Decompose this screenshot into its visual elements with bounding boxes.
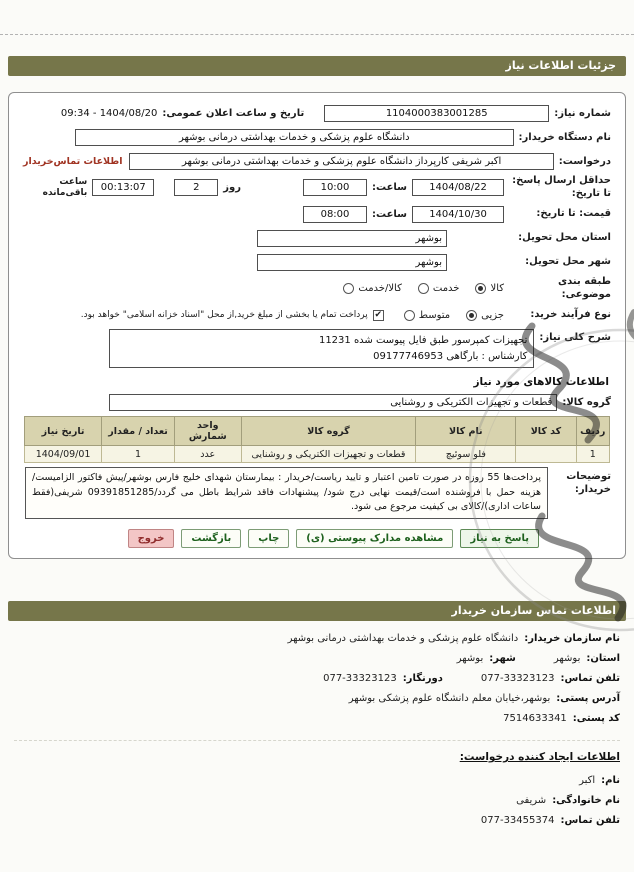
need-number-label: شماره نیاز: bbox=[554, 107, 611, 119]
price-validity-date-value: 1404/10/30 bbox=[429, 208, 487, 220]
contact-city-label: شهر: bbox=[489, 653, 516, 665]
need-number-row bbox=[23, 103, 611, 123]
contact-phone-value: 077-33323123 bbox=[480, 673, 555, 685]
remaining-time-input[interactable] bbox=[92, 179, 154, 196]
section-bar-buyer-contact bbox=[8, 601, 626, 621]
need-number-value: 1104000383001285 bbox=[385, 107, 488, 119]
price-hour-label: ساعت: bbox=[371, 208, 407, 220]
creator-last-name-value: شریفی bbox=[516, 795, 547, 807]
requester-label: درخواست: bbox=[558, 155, 611, 167]
delivery-province-value: بوشهر bbox=[415, 232, 442, 244]
category-option-label: خدمت bbox=[432, 283, 460, 294]
contact-fax-label: دورنگار: bbox=[402, 673, 443, 685]
announce-datetime-label: تاریخ و ساعت اعلان عمومی: bbox=[162, 107, 305, 119]
creator-section-title: اطلاعات ایجاد کننده درخواست: bbox=[14, 740, 620, 763]
section-bar-need-details-title: جزئیات اطلاعات نیاز bbox=[505, 59, 616, 72]
goods-table-header-cell: تعداد / مقدار bbox=[102, 417, 175, 446]
contact-city-value: بوشهر bbox=[456, 653, 484, 665]
reply-to-need-button[interactable]: پاسخ به نیاز bbox=[460, 529, 539, 548]
radio-button-icon[interactable] bbox=[418, 283, 429, 294]
contact-address-label: آدرس پستی: bbox=[556, 693, 620, 705]
radio-button-icon[interactable] bbox=[475, 283, 486, 294]
goods-table bbox=[24, 416, 610, 463]
contact-org-label: نام سازمان خریدار: bbox=[524, 633, 620, 645]
price-validity-date-input[interactable] bbox=[412, 206, 504, 223]
price-validity-label: قیمت: تا تاریخ: bbox=[536, 207, 611, 219]
remaining-time-value: 00:13:07 bbox=[100, 182, 146, 193]
category-option[interactable] bbox=[475, 283, 504, 294]
print-button[interactable]: چاپ bbox=[248, 529, 289, 548]
reply-deadline-label: حداقل ارسال پاسخ: تا تاریخ: bbox=[512, 175, 611, 199]
goods-table-body bbox=[25, 446, 610, 463]
contact-province-label: استان: bbox=[586, 653, 620, 665]
goods-table-header-cell: تاریخ نیاز bbox=[25, 417, 102, 446]
contact-phone-fax-row bbox=[14, 673, 620, 684]
requester-row bbox=[23, 151, 611, 171]
contact-province-value: بوشهر bbox=[553, 653, 581, 665]
radio-button-icon[interactable] bbox=[466, 310, 477, 321]
goods-table-cell: عدد bbox=[174, 446, 241, 463]
goods-table-header-cell: گروه کالا bbox=[241, 417, 416, 446]
goods-table-cell bbox=[516, 446, 576, 463]
buyer-org-value: دانشگاه علوم پزشکی و خدمات بهداشتی درمانی بوشهر bbox=[178, 131, 410, 143]
remaining-time-label: ساعت باقی‌مانده bbox=[42, 176, 88, 198]
category-row bbox=[23, 276, 611, 301]
goods-table-cell: 1404/09/01 bbox=[25, 446, 102, 463]
exit-button[interactable]: خروج bbox=[128, 529, 175, 548]
contact-address-value: بوشهر،خیابان معلم دانشگاه علوم پزشکی بوشهر bbox=[348, 693, 551, 705]
delivery-city-value: بوشهر bbox=[415, 256, 442, 268]
need-description-line: تجهیزات کمپرسور طبق فایل پیوست شده 11231 bbox=[318, 335, 528, 346]
delivery-city-input[interactable] bbox=[257, 254, 447, 271]
contact-province-city-row bbox=[14, 653, 620, 664]
goods-section-title: اطلاعات کالاهای مورد نیاز bbox=[473, 376, 609, 388]
need-details-panel bbox=[8, 92, 626, 559]
process-type-label: نوع فرآیند خرید: bbox=[530, 308, 611, 320]
reply-deadline-time-value: 10:00 bbox=[320, 182, 350, 193]
days-input[interactable] bbox=[174, 179, 218, 196]
creator-first-name-value: اکبر bbox=[579, 775, 596, 787]
days-value: 2 bbox=[193, 182, 200, 193]
buyer-contact-link[interactable]: اطلاعات تماس‌خریدار bbox=[23, 155, 123, 167]
reply-hour-label: ساعت: bbox=[371, 182, 407, 193]
creator-first-name-label: نام: bbox=[601, 775, 620, 787]
contact-postal-label: کد پستی: bbox=[572, 713, 620, 725]
goods-table-cell: قطعات و تجهیزات الکتریکی و روشنایی bbox=[241, 446, 416, 463]
price-validity-time-input[interactable] bbox=[303, 206, 367, 223]
buyer-notes-row bbox=[23, 467, 611, 519]
contact-org-row bbox=[14, 633, 620, 644]
back-button[interactable]: بازگشت bbox=[181, 529, 241, 548]
goods-group-row bbox=[23, 392, 611, 412]
price-validity-time-value: 08:00 bbox=[320, 208, 350, 220]
creator-phone-row bbox=[14, 815, 620, 826]
contact-org-value: دانشگاه علوم پزشکی و خدمات بهداشتی درمانی بوشهر bbox=[287, 633, 519, 645]
days-label: روز bbox=[223, 182, 241, 193]
creator-phone-label: تلفن تماس: bbox=[560, 815, 620, 827]
buyer-org-row bbox=[23, 127, 611, 147]
process-radio-group bbox=[404, 310, 504, 321]
section-bar-need-details bbox=[8, 56, 626, 76]
delivery-province-input[interactable] bbox=[257, 230, 447, 247]
process-type-option[interactable] bbox=[466, 310, 504, 321]
treasury-checkbox[interactable] bbox=[373, 310, 384, 321]
action-buttons bbox=[23, 529, 611, 548]
process-type-option-label: متوسط bbox=[418, 309, 451, 321]
requester-input[interactable] bbox=[129, 153, 553, 170]
goods-table-cell: 1 bbox=[576, 446, 609, 463]
need-description-row bbox=[23, 329, 611, 368]
contact-address-row bbox=[14, 693, 620, 704]
goods-table-header-cell: کد کالا bbox=[516, 417, 576, 446]
buyer-notes-label: توضیحات خریدار: bbox=[566, 471, 611, 495]
need-number-input[interactable] bbox=[324, 105, 549, 122]
category-option-label: کالا bbox=[490, 283, 504, 294]
delivery-city-row bbox=[23, 252, 611, 272]
delivery-city-label: شهر محل تحویل: bbox=[525, 255, 611, 267]
process-type-row bbox=[23, 305, 611, 325]
goods-table-cell: فلو سوئیچ bbox=[416, 446, 516, 463]
creator-last-name-label: نام خانوادگی: bbox=[552, 795, 620, 807]
category-option-label: کالا/خدمت bbox=[358, 283, 402, 294]
need-description-line: کارشناس : بارگاهی 09177746953 bbox=[373, 350, 528, 362]
goods-table-header-cell: ردیف bbox=[576, 417, 609, 446]
goods-table-header-row bbox=[25, 417, 610, 446]
goods-group-value: قطعات و تجهیزات الکتریکی و روشنایی bbox=[390, 396, 553, 408]
category-option[interactable] bbox=[418, 283, 460, 294]
reply-deadline-row bbox=[23, 175, 611, 200]
goods-table-row bbox=[25, 446, 610, 463]
delivery-province-label: استان محل تحویل: bbox=[518, 231, 611, 243]
contact-fax-value: 077-33323123 bbox=[323, 673, 397, 685]
contact-postal-value: 7514633341 bbox=[503, 713, 567, 725]
process-type-option-label: جزیی bbox=[481, 309, 504, 321]
buyer-org-label: نام دستگاه خریدار: bbox=[518, 131, 611, 143]
buyer-org-input[interactable] bbox=[75, 129, 514, 146]
creator-last-name-row bbox=[14, 795, 620, 806]
reply-deadline-time-input[interactable] bbox=[303, 179, 367, 196]
delivery-province-row bbox=[23, 228, 611, 248]
category-radio-group bbox=[343, 283, 504, 294]
radio-button-icon[interactable] bbox=[343, 283, 354, 294]
contact-phone-label: تلفن تماس: bbox=[560, 673, 620, 685]
goods-table-cell: 1 bbox=[102, 446, 175, 463]
treasury-checkbox-label: پرداخت تمام یا بخشی از مبلغ خرید,از محل "اسناد خزانه اسلامی" خواهد بود. bbox=[80, 309, 368, 320]
goods-table-header-cell: نام کالا bbox=[416, 417, 516, 446]
buyer-contact-section bbox=[14, 633, 620, 826]
goods-group-label: گروه کالا: bbox=[562, 396, 611, 408]
reply-deadline-date-input[interactable] bbox=[412, 179, 504, 196]
creator-first-name-row bbox=[14, 775, 620, 786]
need-description-label: شرح کلی نیاز: bbox=[539, 332, 611, 343]
buyer-notes-box[interactable]: پرداخت‌ها 55 روزه در صورت تامین اعتبار و تایید ریاست/خریدار : بیمارستان شهدای خلیج فارس بوشهر/پیش فاکتور الزامیست/ هزینه حمل با فروشنده است/قیمت نهایی درج شود/ پیشنهادات فاقد شرایط باطل می گردد/09391851285 شریفی(فقط ساعات اداری)/کالای بی کیفیت مرجوع می شود. bbox=[25, 467, 548, 519]
requester-value: اکبر شریفی کارپرداز دانشگاه علوم پزشکی و خدمات بهداشتی درمانی بوشهر bbox=[181, 155, 502, 167]
creator-phone-value: 077-33455374 bbox=[480, 815, 555, 827]
top-divider bbox=[0, 0, 634, 35]
process-type-option[interactable] bbox=[404, 310, 450, 321]
view-attachments-button[interactable]: مشاهده مدارک پیوستی (ی) bbox=[296, 529, 453, 548]
goods-table-header-cell: واحد شمارش bbox=[174, 417, 241, 446]
section-bar-buyer-contact-title: اطلاعات تماس سازمان خریدار bbox=[451, 604, 616, 618]
price-validity-row bbox=[23, 204, 611, 224]
category-option[interactable] bbox=[343, 283, 402, 294]
radio-button-icon[interactable] bbox=[404, 310, 415, 321]
announce-datetime-value: 09:34 - 1404/08/20 bbox=[60, 107, 158, 119]
reply-deadline-date-value: 1404/08/22 bbox=[429, 182, 487, 193]
contact-postal-row bbox=[14, 713, 620, 724]
need-description-box[interactable] bbox=[109, 329, 534, 368]
goods-group-input[interactable] bbox=[109, 394, 557, 411]
category-label: طبقه بندی موضوعی: bbox=[557, 276, 611, 300]
